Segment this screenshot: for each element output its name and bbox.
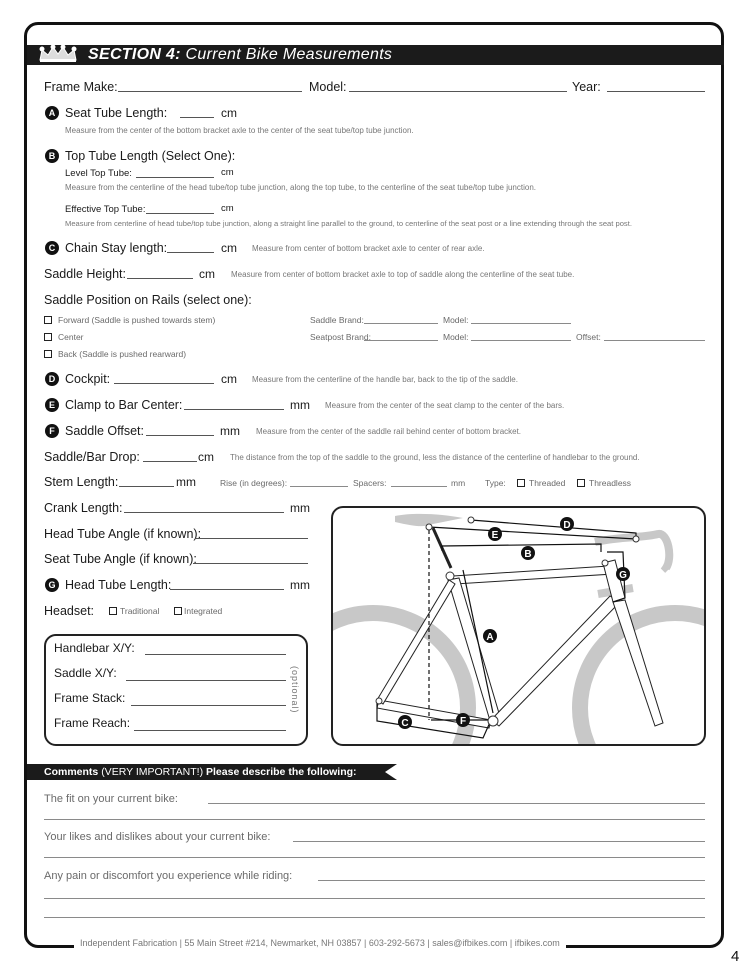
- spacers-label: Spacers:: [353, 478, 387, 488]
- saddle-offset-unit: mm: [220, 424, 240, 438]
- level-top-tube-label: Level Top Tube:: [65, 168, 132, 179]
- spacers-field[interactable]: [391, 486, 447, 487]
- crank-unit: mm: [290, 501, 310, 515]
- rise-label: Rise (in degrees):: [220, 478, 288, 488]
- frame-make-label: Frame Make:: [44, 80, 118, 94]
- saddle-position-label: Saddle Position on Rails (select one):: [44, 293, 252, 307]
- rise-field[interactable]: [290, 486, 348, 487]
- svg-text:C: C: [401, 718, 409, 729]
- checkbox-threaded[interactable]: [517, 479, 525, 487]
- svg-text:B: B: [524, 549, 532, 560]
- saddle-model-field[interactable]: [471, 323, 571, 324]
- crank-field[interactable]: [124, 512, 284, 513]
- saddle-xy-field[interactable]: [126, 680, 286, 681]
- option-back-label: Back (Saddle is pushed rearward): [58, 349, 187, 359]
- saddle-offset-field[interactable]: [146, 435, 214, 436]
- svg-text:G: G: [619, 570, 627, 581]
- saddle-offset-label: Saddle Offset:: [65, 424, 144, 438]
- seat-tube-unit: cm: [221, 106, 237, 120]
- checkbox-integrated[interactable]: [174, 607, 182, 615]
- comment-fit-field[interactable]: [208, 803, 705, 804]
- frame-make-field[interactable]: [118, 91, 302, 92]
- saddle-xy-label: Saddle X/Y:: [54, 666, 117, 680]
- seat-tube-label: Seat Tube Length:: [65, 106, 168, 120]
- saddle-offset-hint: Measure from the center of the saddle rail behind center of bottom bracket.: [256, 427, 522, 436]
- cockpit-unit: cm: [221, 372, 237, 386]
- model-field[interactable]: [349, 91, 567, 92]
- svg-text:D: D: [563, 520, 571, 531]
- frame-reach-label: Frame Reach:: [54, 716, 131, 730]
- seatpost-brand-field[interactable]: [364, 340, 438, 341]
- head-tube-label: Head Tube Length:: [65, 578, 172, 592]
- seatpost-offset-label: Offset:: [576, 332, 601, 342]
- frame-reach-field[interactable]: [134, 730, 286, 731]
- seatpost-model-label: Model:: [443, 332, 469, 342]
- effective-top-tube-label: Effective Top Tube:: [65, 204, 146, 215]
- seatpost-brand-label: Seatpost Brand:: [310, 332, 371, 342]
- drop-unit: cm: [198, 450, 214, 464]
- badge-a: A: [45, 106, 59, 120]
- bike-frame-illustration: [333, 508, 706, 746]
- year-field[interactable]: [607, 91, 705, 92]
- crank-label: Crank Length:: [44, 501, 123, 515]
- spacers-unit: mm: [451, 478, 466, 488]
- comments-heading: Comments (VERY IMPORTANT!) Please describe the following:: [44, 766, 357, 778]
- effective-top-tube-hint: Measure from centerline of head tube/top tube junction, along a straight line parallel to the ground, to centerline of the seat post or a line extending through the seat post.: [65, 219, 632, 228]
- effective-top-tube-unit: cm: [221, 203, 234, 214]
- svg-text:E: E: [491, 530, 499, 541]
- svg-text:F: F: [459, 716, 467, 727]
- footer-contact: Independent Fabrication | 55 Main Street #214, Newmarket, NH 03857 | 603-292-5673 | sales@ifbikes.com | ifbikes.com: [74, 938, 566, 948]
- crown-icon: [36, 44, 80, 64]
- option-forward-label: Forward (Saddle is pushed towards stem): [58, 315, 216, 325]
- head-tube-unit: mm: [290, 578, 310, 592]
- cockpit-field[interactable]: [114, 383, 214, 384]
- level-top-tube-hint: Measure from the centerline of the head tube/top tube junction, along the top tube, to the centerline of the seat tube/top tube junction.: [65, 183, 536, 192]
- saddle-brand-label: Saddle Brand:: [310, 315, 364, 325]
- badge-g: G: [45, 578, 59, 592]
- bike-diagram: [331, 506, 706, 746]
- comment-likes-label: Your likes and dislikes about your current bike:: [44, 831, 271, 843]
- drop-field[interactable]: [143, 461, 197, 462]
- badge-f: F: [45, 424, 59, 438]
- top-tube-label: Top Tube Length (Select One):: [65, 149, 236, 163]
- head-tube-field[interactable]: [170, 589, 284, 590]
- year-label: Year:: [572, 80, 601, 94]
- cockpit-label: Cockpit:: [65, 372, 111, 386]
- saddle-height-unit: cm: [199, 267, 215, 281]
- saddle-brand-field[interactable]: [364, 323, 438, 324]
- badge-d: D: [45, 372, 59, 386]
- clamp-label: Clamp to Bar Center:: [65, 398, 183, 412]
- seat-tube-field[interactable]: [180, 117, 214, 118]
- chain-stay-hint: Measure from center of bottom bracket axle to center of rear axle.: [252, 244, 485, 253]
- optional-tag: (optional): [290, 666, 300, 714]
- model-label: Model:: [309, 80, 347, 94]
- threaded-label: Threaded: [529, 478, 566, 488]
- level-top-tube-field[interactable]: [136, 177, 214, 178]
- clamp-field[interactable]: [184, 409, 284, 410]
- comment-fit-field-2[interactable]: [44, 819, 705, 820]
- stem-label: Stem Length:: [44, 475, 119, 489]
- comment-likes-field[interactable]: [293, 841, 705, 842]
- integrated-label: Integrated: [184, 606, 223, 616]
- level-top-tube-unit: cm: [221, 167, 234, 178]
- comment-likes-field-2[interactable]: [44, 857, 705, 858]
- drop-label: Saddle/Bar Drop:: [44, 450, 140, 464]
- stem-field[interactable]: [119, 486, 174, 487]
- comment-pain-field[interactable]: [318, 880, 705, 881]
- seat-angle-field[interactable]: [193, 563, 308, 564]
- cockpit-hint: Measure from the centerline of the handle bar, back to the tip of the saddle.: [252, 375, 518, 384]
- head-angle-label: Head Tube Angle (if known):: [44, 527, 202, 541]
- threadless-label: Threadless: [589, 478, 632, 488]
- saddle-height-hint: Measure from center of bottom bracket axle to top of saddle along the centerline of the seat tube.: [231, 270, 575, 279]
- section-title: SECTION 4: Current Bike Measurements: [88, 46, 393, 63]
- head-angle-field[interactable]: [196, 538, 308, 539]
- comment-pain-field-2[interactable]: [44, 898, 705, 899]
- chain-stay-unit: cm: [221, 241, 237, 255]
- checkbox-threadless[interactable]: [577, 479, 585, 487]
- stem-unit: mm: [176, 475, 196, 489]
- checkbox-traditional[interactable]: [109, 607, 117, 615]
- checkbox-forward[interactable]: [44, 316, 52, 324]
- comment-pain-label: Any pain or discomfort you experience while riding:: [44, 870, 293, 882]
- option-center-label: Center: [58, 332, 84, 342]
- svg-text:A: A: [486, 632, 494, 643]
- seatpost-model-field[interactable]: [471, 340, 571, 341]
- page-number: 4: [731, 948, 740, 965]
- badge-e: E: [45, 398, 59, 412]
- chain-stay-field[interactable]: [167, 252, 214, 253]
- seat-tube-hint: Measure from the center of the bottom bracket axle to the center of the seat tube/top tube junction.: [65, 126, 414, 135]
- comment-fit-label: The fit on your current bike:: [44, 793, 178, 805]
- seatpost-offset-field[interactable]: [604, 340, 705, 341]
- seat-angle-label: Seat Tube Angle (if known):: [44, 552, 197, 566]
- clamp-hint: Measure from the center of the seat clamp to the center of the bars.: [325, 401, 565, 410]
- frame-stack-field[interactable]: [131, 705, 286, 706]
- comment-pain-field-3[interactable]: [44, 917, 705, 918]
- effective-top-tube-field[interactable]: [146, 213, 214, 214]
- checkbox-back[interactable]: [44, 350, 52, 358]
- handlebar-xy-label: Handlebar X/Y:: [54, 641, 135, 655]
- chain-stay-label: Chain Stay length:: [65, 241, 168, 255]
- badge-b: B: [45, 149, 59, 163]
- badge-c: C: [45, 241, 59, 255]
- traditional-label: Traditional: [120, 606, 160, 616]
- clamp-unit: mm: [290, 398, 310, 412]
- saddle-height-label: Saddle Height:: [44, 267, 127, 281]
- frame-stack-label: Frame Stack:: [54, 691, 126, 705]
- handlebar-xy-field[interactable]: [145, 654, 286, 655]
- headset-label: Headset:: [44, 604, 95, 618]
- drop-hint: The distance from the top of the saddle to the ground, less the distance of the centerline of handlebar to the ground.: [230, 453, 640, 462]
- type-label: Type:: [485, 478, 506, 488]
- saddle-model-label: Model:: [443, 315, 469, 325]
- checkbox-center[interactable]: [44, 333, 52, 341]
- saddle-height-field[interactable]: [127, 278, 193, 279]
